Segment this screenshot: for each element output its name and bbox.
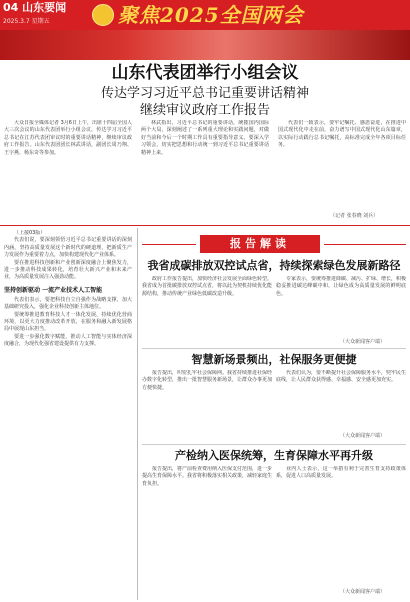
banner-rule-left <box>142 244 196 245</box>
article-carbon-col-2 <box>276 276 406 336</box>
banner-rule-right <box>324 244 406 245</box>
report-analysis-banner: 报告解读 <box>200 235 320 253</box>
lead-paragraph: 代表们一致表示，要牢记嘱托、感恩奋进，在推进中国式现代化中走在前，奋力谱写中国式现代化山东篇章，以实际行动践行总书记嘱托，高标准完成全年各项目标任务。 <box>278 120 406 149</box>
sub-headline-1: 传达学习习近平总书记重要讲话精神 <box>100 86 309 101</box>
article-paragraph: 报告提出，织密扎牢社会保障网。我省持续推进社保经办数字化转型，推出一批智慧服务新场景，让群众办事更加方便快捷。 <box>142 370 272 391</box>
left-paragraph: 要统筹推进教育科技人才一体化发展，持续优化营商环境，以更大力度推动改革开放，在服务和融入新发展格局中展现山东担当。 <box>4 311 132 333</box>
column-divider <box>137 228 138 600</box>
article-paragraph: 报告提出，将产前检查费用纳入医保支付范围，进一步提高生育保障水平。我省将积极落实相关政策，减轻家庭生育负担。 <box>142 466 272 487</box>
lead-paragraph: 大众日报全媒体记者 3月6日上午，出席十四届全国人大三次会议的山东代表团举行小组会议，传达学习习近平总书记在江苏代表团审议时的重要讲话精神，继续审议政府工作报告。山东代表团团长林武讲话，副团长周乃翔、王宇燕、杨东奇等参加。 <box>4 120 132 156</box>
lead-column-2 <box>141 120 269 222</box>
lead-paragraph: 林武指出，习近平总书记的重要讲话，统揽国内国际两个大局，深刻阐述了一系列重大理论和实践问题，对做好当前和今后一个时期工作具有重要指导意义。要深入学习领会，切实把思想和行动统一到习近平总书记重要讲话精神上来。 <box>141 120 269 156</box>
article-divider <box>142 444 406 445</box>
main-credit: （记者 张春晓 刘兵） <box>330 213 379 219</box>
article-paragraph: 代表们认为，要不断提升社会保障服务水平，兜牢民生底线，让人民群众获得感、幸福感、安全感更加充实。 <box>276 370 406 384</box>
main-headline: 山东代表团举行小组会议 <box>111 63 299 83</box>
sub-headline-2: 继续审议政府工作报告 <box>139 103 270 118</box>
hero-photo <box>0 30 410 60</box>
article-title-social-security: 智慧新场景频出，社保服务更便捷 <box>191 353 357 366</box>
article-carbon-col-1 <box>142 276 272 344</box>
masthead-title: 聚焦2025全国两会 <box>118 3 304 27</box>
article-prenatal-col-1 <box>142 466 272 591</box>
left-paragraph: 要在推进科技创新和产业创新深度融合上聚焦发力，进一步推动科技成果转化，培育壮大新兴产业和未来产业，为高质量发展注入强劲动能。 <box>4 259 132 281</box>
left-column <box>4 230 132 598</box>
article-paragraph: 专家表示，要统筹推进降碳、减污、扩绿、增长，积极稳妥推进碳达峰碳中和，让绿色成为高质量发展的鲜明底色。 <box>276 276 406 297</box>
emblem-icon <box>92 4 114 26</box>
article-prenatal-col-2 <box>276 466 406 581</box>
article-title-prenatal: 产检纳入医保统筹，生育保障水平再升级 <box>175 449 373 462</box>
lead-column-1 <box>4 120 132 222</box>
section-divider <box>0 225 410 226</box>
continuation-label: （上接03版） <box>14 230 46 236</box>
article-social-credit: （大众新闻客户端） <box>340 433 386 439</box>
left-section-title: 坚持创新驱动 一流产业技术人工智能 <box>4 286 103 294</box>
article-title-carbon: 我省成碳排放双控试点省，持续探索绿色发展新路径 <box>147 259 401 272</box>
article-paragraph: 业内人士表示，这一举措有利于完善生育支持政策体系，促进人口高质量发展。 <box>276 466 406 480</box>
left-paragraph: 代表们说，要深刻领悟习近平总书记重要讲话的深刻内涵，坚持高质量发展这个新时代的硬道理，把新质生产力发展作为重要着力点，加快构建现代化产业体系。 <box>4 237 132 259</box>
left-paragraph: 代表们表示，要把科技自立自强作为战略支撑，加大基础研究投入，强化企业科技创新主体地位。 <box>4 296 132 311</box>
article-prenatal-credit: （大众新闻客户端） <box>340 589 386 595</box>
left-paragraph: 要进一步强化数字赋能，推动人工智能与实体经济深度融合，为现代化强省建设提供有力支撑。 <box>4 333 132 348</box>
article-social-col-1 <box>142 370 272 440</box>
article-carbon-credit: （大众新闻客户端） <box>340 339 386 345</box>
issue-date: 2025.3.7 星期五 <box>3 18 50 25</box>
article-social-col-2 <box>276 370 406 430</box>
section-label: 04 山东要闻 <box>3 1 67 14</box>
masthead <box>0 0 410 30</box>
lead-column-3 <box>278 120 406 208</box>
article-paragraph: 政府工作报告提出，加快经济社会发展全面绿色转型。我省成为首批碳排放双控试点省，将以此为契机持续优化能源结构，推动传统产业绿色低碳改造升级。 <box>142 276 272 297</box>
article-divider <box>142 348 406 349</box>
